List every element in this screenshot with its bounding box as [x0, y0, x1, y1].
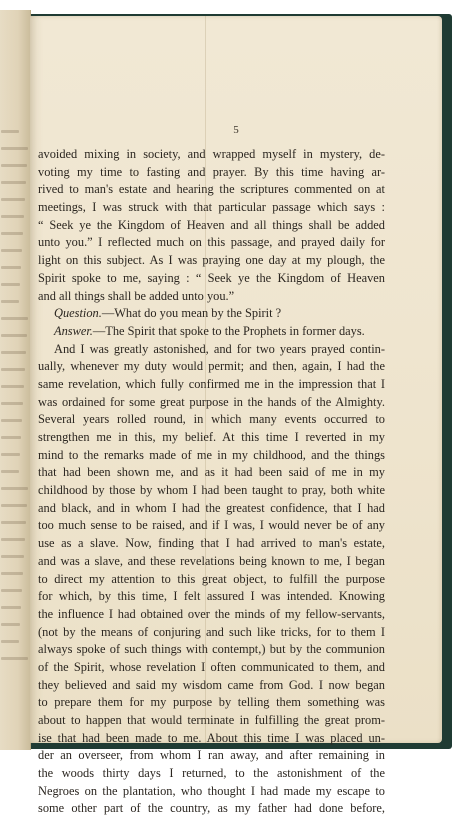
bleed-through-mark [1, 385, 24, 388]
text-line [38, 535, 385, 553]
page-body-text [38, 146, 385, 818]
text-line [38, 624, 385, 642]
bleed-through-mark [1, 623, 20, 626]
text-line [38, 800, 385, 818]
bleed-through-mark [1, 402, 23, 405]
text-line [38, 164, 385, 182]
text-line [38, 288, 385, 306]
text-line [38, 747, 385, 765]
text-line [38, 783, 385, 801]
text-line [38, 234, 385, 252]
text-line-content: and was a slave, and these revelations being known to me, I began [38, 553, 385, 568]
text-line-content: the influence I had obtained over the minds of my fellow-servants, [38, 606, 385, 621]
text-line-content: for which, by this time, I felt assured I was intended. Knowing [38, 589, 385, 604]
text-line [38, 341, 385, 359]
text-line [38, 517, 385, 535]
text-line-content: too much sense to be raised, and if I was, I would never be of any [38, 518, 385, 533]
text-line [38, 181, 385, 199]
text-line-content: ise that had been made to me. About this time I was placed un- [38, 730, 385, 745]
text-line-content: Several years rolled round, in which many events occurred to [38, 412, 385, 427]
text-line-content: —What do you mean by the Spirit ? [101, 306, 282, 321]
text-line [38, 571, 385, 589]
text-line [38, 588, 385, 606]
text-line-content: meetings, I was struck with that particular passage which says : [38, 200, 385, 215]
text-line [38, 411, 385, 429]
text-line-content: der an overseer, from whom I ran away, and after remaining in [38, 748, 385, 763]
text-line [38, 252, 385, 270]
bleed-through-mark [1, 436, 21, 439]
bleed-through-mark [1, 606, 21, 609]
text-line [38, 712, 385, 730]
text-line-content: voting my time to fasting and prayer. By this time having ar- [38, 164, 385, 179]
text-line [38, 500, 385, 518]
text-line [38, 394, 385, 412]
bleed-through-mark [1, 555, 24, 558]
text-line [38, 659, 385, 677]
page-fold-line [205, 16, 206, 743]
text-line [38, 694, 385, 712]
text-line-content: Negroes on the plantation, who thought I had made my escape to [38, 783, 385, 798]
text-line [38, 217, 385, 235]
text-line-content: unto you.” I reflected much on this passage, and prayed daily for [38, 235, 385, 250]
text-line-content: they believed and said my wisdom came from God. I now began [38, 677, 385, 692]
text-line [38, 553, 385, 571]
text-line-content: about to happen that would terminate in fulfilling the great prom- [38, 713, 385, 727]
bleed-through-mark [1, 657, 28, 660]
text-line-content: and black, and in whom I had the greatest confidence, that I had [38, 500, 385, 515]
text-line-content: And I was greatly astonished, and for two years prayed contin- [54, 341, 385, 356]
text-line-content: rived to man's estate and hearing the scriptures commented on at [38, 182, 385, 197]
text-line [38, 270, 385, 288]
text-line-content: strengthen me in this, my belief. At this time I reverted in my [38, 430, 385, 444]
speaker-label: Question. [54, 306, 102, 321]
text-line-content: —The Spirit that spoke to the Prophets in former days. [92, 323, 365, 338]
text-line-content: ually, whenever my duty would permit; and then, again, I had the [38, 359, 385, 374]
facing-page-edge [0, 10, 31, 750]
bleed-through-mark [1, 521, 26, 524]
bleed-through-mark [1, 572, 23, 575]
bleed-through-mark [1, 368, 25, 371]
text-line-content: (not by the means of conjuring and such like tricks, for to them I [38, 624, 385, 639]
text-line [38, 376, 385, 394]
bleed-through-mark [1, 147, 28, 150]
text-line [38, 765, 385, 783]
bleed-through-mark [1, 215, 24, 218]
bleed-through-mark [1, 470, 19, 473]
bleed-through-mark [1, 283, 20, 286]
text-line-content: light on this subject. As I was praying one day at my plough, the [38, 253, 385, 268]
bleed-through-mark [1, 487, 28, 490]
bleed-through-mark [1, 640, 19, 643]
text-line [38, 146, 385, 164]
text-line [38, 199, 385, 217]
text-line-content: to direct my attention to this great object, to fulfill the purpose [38, 571, 385, 586]
bleed-through-mark [1, 266, 21, 269]
book-page [30, 16, 442, 816]
text-line-content: that had been shown me, and as it had been said of me in my [38, 465, 385, 480]
bleed-through-mark [1, 130, 19, 133]
text-line-content: use as a slave. Now, finding that I had arrived to man's estate, [38, 536, 385, 551]
bleed-through-mark [1, 334, 27, 337]
bleed-through-mark [1, 453, 20, 456]
bleed-through-mark [1, 504, 27, 507]
text-line [38, 482, 385, 500]
text-line [38, 447, 385, 465]
text-line [38, 464, 385, 482]
text-line-content: mind to the remarks made of me in my childhood, and the things [38, 447, 385, 462]
bleed-through-mark [1, 538, 25, 541]
bleed-through-mark [1, 198, 25, 201]
text-line [38, 358, 385, 376]
bleed-through-mark [1, 419, 22, 422]
text-line-content: of the Spirit, whose revelation I often communicated to them, and [38, 659, 385, 674]
text-line [38, 305, 385, 323]
text-line [38, 323, 385, 341]
bleed-through-mark [1, 351, 26, 354]
speaker-label: Answer. [54, 323, 93, 338]
text-line [38, 429, 385, 447]
bleed-through-mark [1, 317, 28, 320]
text-line-content: some other part of the country, as my father had done before, [38, 801, 385, 816]
page-number: 5 [233, 124, 239, 136]
text-line [38, 606, 385, 624]
bleed-through-mark [1, 164, 27, 167]
text-line [38, 677, 385, 695]
text-line-content: always spoke of such things with contempt,) but by the communion [38, 642, 385, 657]
text-line-content: was ordained for some great purpose in the hands of the Almighty. [38, 394, 385, 409]
text-line-content: the woods thirty days I returned, to the astonishment of the [38, 766, 385, 781]
bleed-through-mark [1, 232, 23, 235]
text-line-content: and all things shall be added unto you.” [38, 288, 235, 303]
text-line-content: “ Seek ye the Kingdom of Heaven and all things shall be added [38, 217, 385, 232]
bleed-through-mark [1, 589, 22, 592]
bleed-through-mark [1, 249, 22, 252]
text-line [38, 641, 385, 659]
text-line-content: childhood by those by whom I had been taught to pray, both white [38, 483, 385, 498]
text-line-content: to prepare them for my purpose by telling them something was [38, 695, 385, 710]
bleed-through-mark [1, 181, 26, 184]
bleed-through-mark [1, 300, 19, 303]
text-line-content: same revelation, which fully confirmed me in the impression that I [38, 376, 385, 391]
text-line [38, 730, 385, 748]
text-line-content: Spirit spoke to me, saying : “ Seek ye the Kingdom of Heaven [38, 270, 385, 285]
text-line-content: avoided mixing in society, and wrapped myself in mystery, de- [38, 147, 385, 161]
